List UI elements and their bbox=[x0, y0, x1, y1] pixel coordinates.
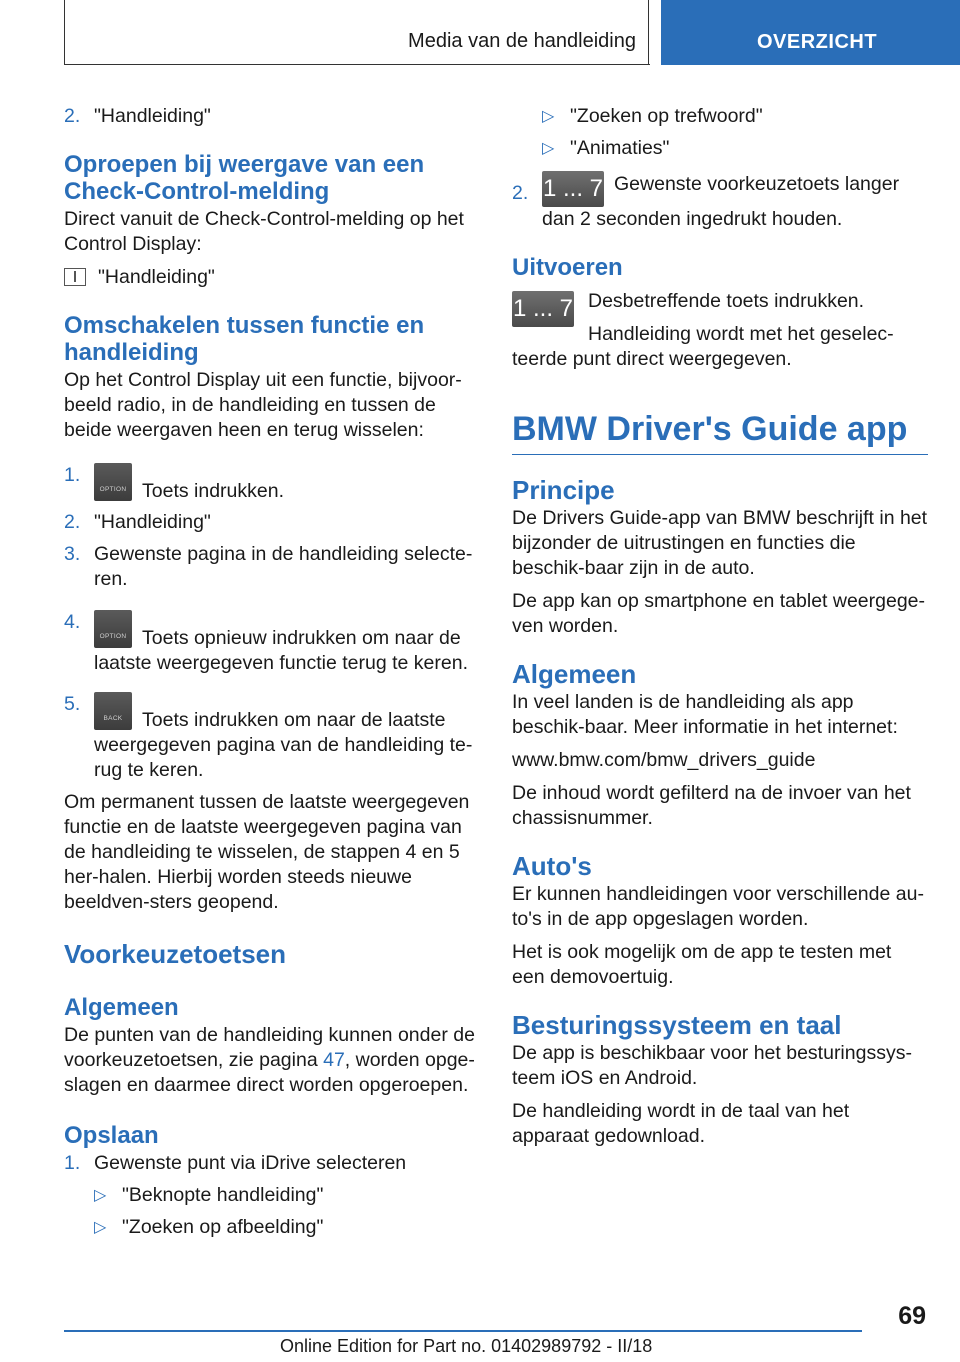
uitvoeren-block bbox=[512, 289, 928, 380]
step-text: Gewenste punt via iDrive selecteren bbox=[94, 1152, 407, 1174]
list-item bbox=[64, 692, 480, 783]
overview-tab[interactable] bbox=[661, 0, 960, 65]
heading-principe: Principe bbox=[512, 475, 615, 505]
sub-list-item: ▷ "Zoeken op afbeelding" bbox=[94, 1216, 324, 1238]
preset-key-icon: 1 ... 7 bbox=[542, 171, 604, 207]
triangle-bullet-icon: ▷ bbox=[542, 140, 555, 157]
header-right-rule bbox=[648, 0, 649, 65]
header-underline bbox=[64, 64, 650, 65]
paragraph: De app is beschikbaar voor het besturingssys-teem iOS en Android. bbox=[512, 1042, 912, 1089]
paragraph: De handleiding wordt in de taal van het apparaat gedownload. bbox=[512, 1100, 850, 1147]
paragraph: Op het Control Display uit een functie, bijvoor-beeld radio, in de handleiding en tussen de beide weergaven heen en terug wisselen: bbox=[64, 369, 462, 441]
sub-list-item: ▷ "Zoeken op trefwoord" bbox=[542, 105, 763, 127]
heading-algemeen: Algemeen bbox=[64, 994, 179, 1021]
icon-line bbox=[64, 265, 480, 290]
heading-opslaan: Opslaan bbox=[64, 1122, 159, 1149]
section-title-link[interactable]: Media van de handleiding bbox=[408, 30, 636, 52]
list-item bbox=[64, 542, 480, 592]
sub-list-item: ▷ "Beknopte handleiding" bbox=[94, 1184, 324, 1206]
footer-edition: Online Edition for Part no. 01402989792 - II/18 bbox=[280, 1336, 653, 1356]
heading-drivers-guide: BMW Driver's Guide app bbox=[512, 410, 928, 455]
step-text: Toets indrukken. bbox=[142, 480, 284, 502]
triangle-bullet-icon: ▷ bbox=[94, 1187, 107, 1204]
paragraph: In veel landen is de handleiding als app beschik-baar. Meer informatie in het internet: bbox=[512, 691, 898, 738]
step-number: 2. bbox=[64, 105, 81, 127]
heading-uitvoeren: Uitvoeren bbox=[512, 254, 623, 281]
list-item bbox=[64, 610, 480, 676]
triangle-bullet-icon: ▷ bbox=[542, 108, 555, 125]
step-text: Gewenste pagina in de handleiding selecte-ren. bbox=[94, 543, 473, 590]
back-button-icon: BACK bbox=[94, 692, 132, 730]
paragraph: De inhoud wordt gefilterd na de invoer van het chassisnummer. bbox=[512, 782, 911, 829]
step-number: 3. bbox=[64, 543, 81, 565]
paragraph: De punten van de handleiding kunnen onder de voorkeuzetoetsen, zie pagina 47, worden opge-slagen en daarmee direct worden opgeroepen. bbox=[64, 1024, 475, 1096]
paragraph: De Drivers Guide-app van BMW beschrijft in het bijzonder de uitrustingen en functies die beschik-baar zijn in de auto. bbox=[512, 507, 928, 579]
paragraph: Er kunnen handleidingen voor verschillende au-to's in de app opgeslagen worden. bbox=[512, 883, 924, 930]
heading-oproepen: Oproepen bij weergave van een Check-Control-melding bbox=[64, 151, 425, 205]
option-button-icon: OPTION bbox=[94, 610, 132, 648]
step-number: 2. bbox=[64, 511, 81, 533]
paragraph: Om permanent tussen de laatste weergegeven functie en de laatste weergegeven pagina van de handleiding te wisselen, de stappen 4 en 5 her-halen. Hierbij worden steeds nieuwe beeldven-sters geopend. bbox=[64, 791, 470, 913]
step-text: Toets indrukken om naar de laatste weergegeven pagina van de handleiding te-rug te keren. bbox=[94, 709, 473, 781]
list-item bbox=[64, 104, 480, 129]
step-number: 2. bbox=[512, 182, 529, 204]
heading-voorkeuzetoetsen: Voorkeuzetoetsen bbox=[64, 939, 287, 969]
page-number: 69 bbox=[898, 1302, 926, 1330]
left-column bbox=[64, 104, 480, 1247]
heading-omschakelen: Omschakelen tussen functie en handleiding bbox=[64, 312, 425, 366]
right-column bbox=[512, 104, 928, 1157]
paragraph: Handleiding wordt met het geselec-teerde punt direct weergegeven. bbox=[512, 323, 894, 370]
list-item bbox=[64, 510, 480, 535]
step-text: Gewenste voorkeuzetoets langer dan 2 seconden ingedrukt houden. bbox=[542, 173, 900, 230]
step-text: Toets opnieuw indrukken om naar de laatste weergegeven functie terug te keren. bbox=[94, 627, 468, 674]
triangle-bullet-icon: ▷ bbox=[94, 1219, 107, 1236]
page-link[interactable]: 47 bbox=[323, 1049, 345, 1071]
url-text: www.bmw.com/bmw_drivers_guide bbox=[512, 749, 816, 771]
icon-line-text: "Handleiding" bbox=[98, 266, 215, 288]
step-number: 1. bbox=[64, 1152, 81, 1174]
list-item bbox=[64, 1151, 480, 1176]
paragraph: Desbetreffende toets indrukken. bbox=[588, 290, 865, 312]
heading-besturingssysteem: Besturingssysteem en taal bbox=[512, 1010, 842, 1040]
paragraph: Het is ook mogelijk om de app te testen met een demovoertuig. bbox=[512, 941, 892, 988]
manual-book-icon bbox=[64, 268, 86, 286]
step-text: "Handleiding" bbox=[94, 511, 211, 533]
heading-algemeen: Algemeen bbox=[512, 659, 637, 689]
paragraph: De app kan op smartphone en tablet weergege-ven worden. bbox=[512, 590, 926, 637]
step-text: "Handleiding" bbox=[94, 105, 211, 127]
footer-rule bbox=[64, 1330, 862, 1332]
option-button-icon: OPTION bbox=[94, 463, 132, 501]
preset-key-icon: 1 ... 7 bbox=[512, 291, 574, 327]
sub-list-item: ▷ "Animaties" bbox=[542, 137, 670, 159]
step-number: 5. bbox=[64, 693, 81, 715]
list-item bbox=[64, 463, 480, 504]
step-number: 4. bbox=[64, 611, 81, 633]
paragraph: Direct vanuit de Check-Control-melding op het Control Display: bbox=[64, 208, 464, 255]
overview-tab-label: OVERZICHT bbox=[757, 31, 878, 53]
heading-autos: Auto's bbox=[512, 851, 592, 881]
step-number: 1. bbox=[64, 464, 81, 486]
list-item bbox=[512, 171, 928, 232]
